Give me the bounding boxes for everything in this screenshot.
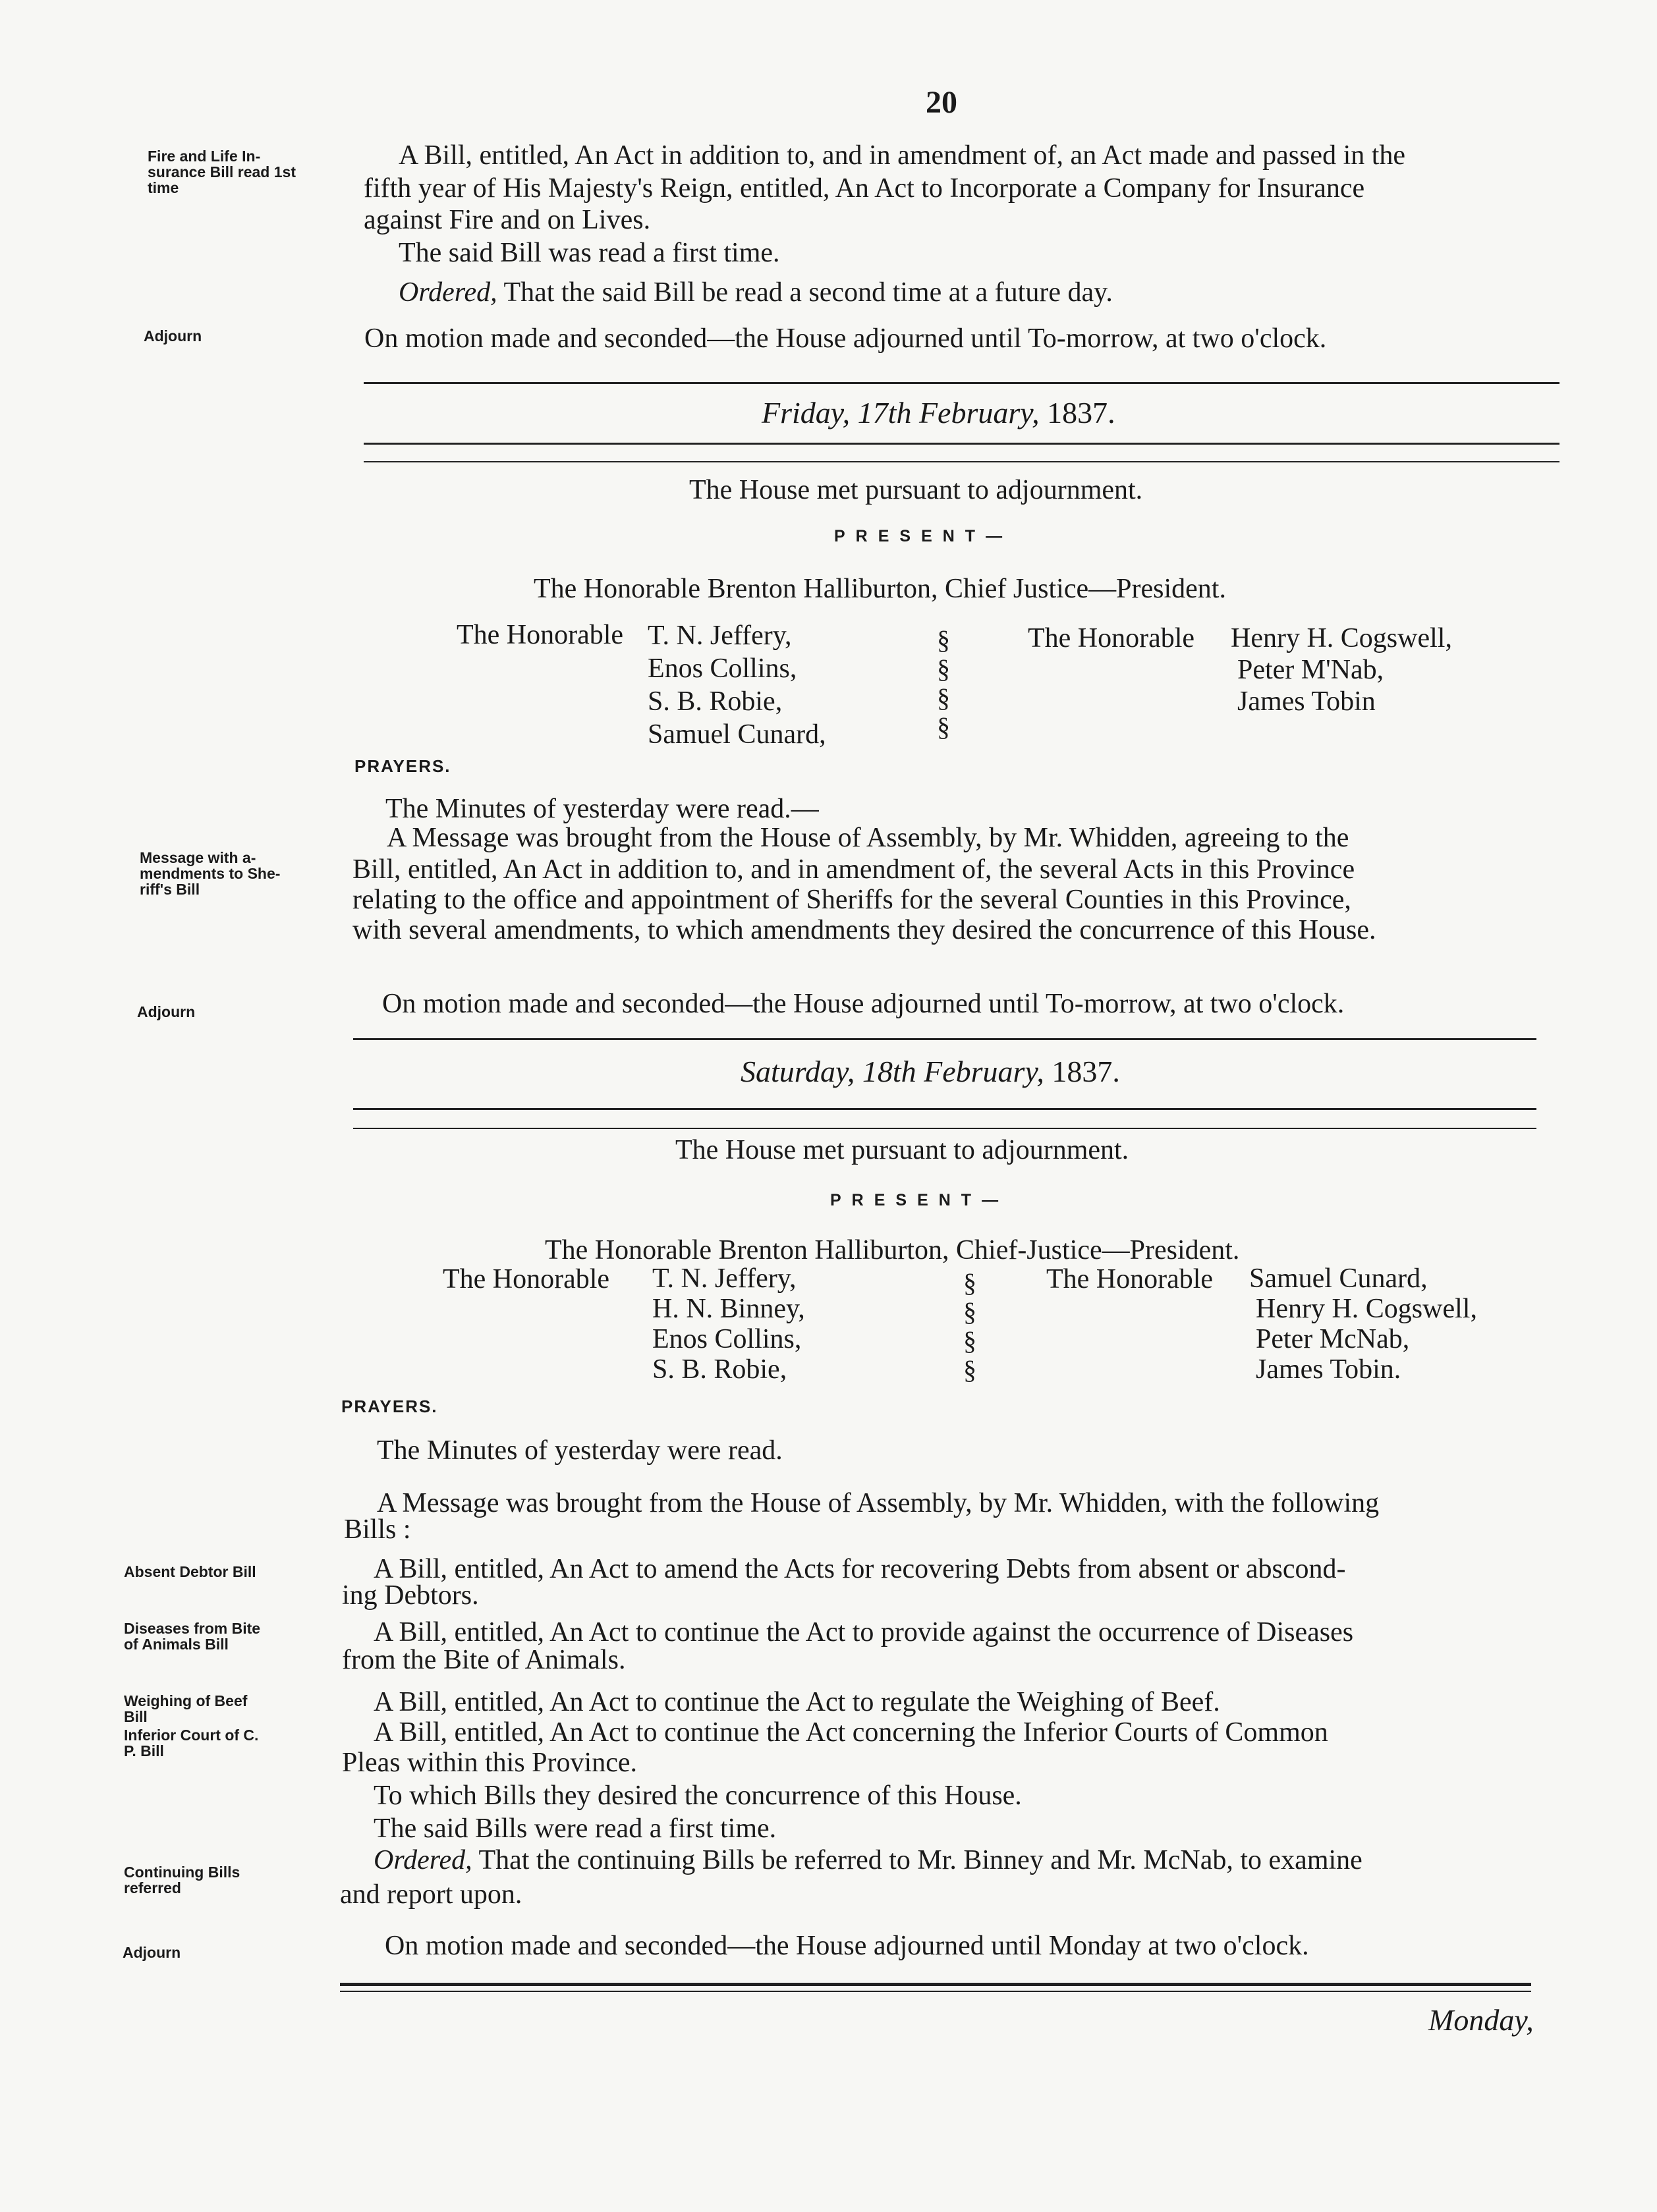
member-name: Henry H. Cogswell, (1256, 1294, 1477, 1324)
member-name: S. B. Robie, (648, 686, 783, 717)
sidenote-line: of Animals Bill (124, 1636, 229, 1653)
bills-read-first: The said Bills were read a first time. (374, 1813, 777, 1844)
fire-bill-line-2: fifth year of His Majesty's Reign, entitled, An Act to Incorporate a Company for Insurance (364, 173, 1365, 204)
friday-message-line-2: Bill, entitled, An Act in addition to, and in amendment of, the several Acts in this Province (352, 854, 1355, 885)
member-name: Samuel Cunard, (648, 719, 826, 750)
member-name: S. B. Robie, (652, 1354, 787, 1385)
sidenote-line: referred (124, 1879, 181, 1896)
sidenote-line: P. Bill (124, 1742, 164, 1759)
saturday-prayers: PRAYERS. (341, 1396, 438, 1416)
sidenote-continuing (124, 1864, 240, 1896)
sidenote-line: Weighing of Beef (124, 1692, 248, 1709)
bill-inferior-line-2: Pleas within this Province. (342, 1748, 637, 1778)
saturday-minutes: The Minutes of yesterday were read. (377, 1435, 783, 1466)
continuing-ordered-line-2: and report upon. (340, 1879, 522, 1910)
saturday-right-names (1249, 1263, 1477, 1385)
sidenote-fire-bill (148, 148, 296, 196)
friday-message-line-4: with several amendments, to which amendments they desired the concurrence of this House. (352, 915, 1376, 945)
friday-president: The Honorable Brenton Halliburton, Chief Justice—President. (534, 574, 1226, 604)
friday-date-heading (762, 395, 1115, 430)
member-name: Henry H. Cogswell, (1231, 623, 1452, 653)
member-name: Samuel Cunard, (1249, 1263, 1428, 1294)
fire-bill-ordered (399, 277, 1113, 308)
section-brace: § § § § (963, 1268, 976, 1385)
sidenote-diseases (124, 1620, 260, 1652)
sidenote-line: riff's Bill (140, 881, 200, 898)
friday-house-met: The House met pursuant to adjournment. (689, 475, 1143, 505)
saturday-present: PRESENT— (830, 1191, 1009, 1209)
section-brace: § § § § (937, 625, 950, 742)
sidenote-line: Continuing Bills (124, 1864, 240, 1881)
bill-absent-debtor-line-2: ing Debtors. (342, 1580, 479, 1611)
catchword: Monday, (1428, 2003, 1534, 2037)
bill-diseases-line-1: A Bill, entitled, An Act to continue the Act to provide against the occurrence of Diseases (374, 1617, 1354, 1647)
divider (340, 1991, 1531, 1992)
divider (364, 443, 1559, 445)
sidenote-line: mendments to She- (140, 865, 281, 882)
saturday-president: The Honorable Brenton Halliburton, Chief-Justice—President. (545, 1235, 1240, 1265)
date-mid: 18th February, (862, 1055, 1044, 1088)
sidenote-line: Message with a- (140, 849, 256, 866)
ordered-text: That the said Bill be read a second time at a future day. (503, 277, 1113, 308)
member-name: T. N. Jeffery, (652, 1263, 797, 1294)
member-name: H. N. Binney, (652, 1294, 805, 1324)
sidenote-line: Inferior Court of C. (124, 1727, 259, 1744)
divider (340, 1983, 1531, 1986)
fire-bill-line-3: against Fire and on Lives. (364, 205, 651, 235)
sidenote-line: time (148, 179, 179, 196)
saturday-message-line-1: A Message was brought from the House of Assembly, by Mr. Whidden, with the following (377, 1488, 1380, 1518)
sidenote-message-sheriff (140, 850, 280, 897)
adjourn-text-2: On motion made and seconded—the House adjourned until To-morrow, at two o'clock. (382, 989, 1345, 1019)
sidenote-line: surance Bill read 1st (148, 163, 296, 180)
sidenote-weighing (124, 1693, 247, 1725)
fire-bill-read-first: The said Bill was read a first time. (399, 238, 780, 268)
sidenote-adjourn-2: Adjourn (137, 1003, 196, 1020)
sidenote-line: Fire and Life In- (148, 148, 261, 165)
bill-weighing: A Bill, entitled, An Act to continue the Act to regulate the Weighing of Beef. (374, 1687, 1220, 1717)
ordered-label: Ordered, (399, 277, 497, 308)
date-mid: 17th February, (857, 396, 1040, 429)
continuing-ordered-line-1 (374, 1844, 1362, 1876)
concurrence: To which Bills they desired the concurrence of this House. (374, 1781, 1022, 1811)
friday-right-prefix: The Honorable (1028, 623, 1195, 653)
member-name: James Tobin. (1256, 1354, 1401, 1385)
date-day: Saturday, (741, 1055, 855, 1088)
saturday-house-met: The House met pursuant to adjournment. (675, 1135, 1129, 1165)
divider (364, 382, 1559, 384)
sidenote-adjourn-3: Adjourn (123, 1944, 181, 1961)
friday-minutes: The Minutes of yesterday were read.— (385, 794, 819, 824)
saturday-message-line-2: Bills : (344, 1514, 411, 1545)
friday-message-line-3: relating to the office and appointment of Sheriffs for the several Counties in this Province, (352, 885, 1351, 915)
friday-present: PRESENT— (834, 527, 1013, 545)
sidenote-line: Bill (124, 1708, 148, 1725)
sidenote-inferior (124, 1727, 258, 1759)
member-name: Enos Collins, (648, 653, 797, 684)
fire-bill-line-1: A Bill, entitled, An Act in addition to, and in amendment of, an Act made and passed in the (399, 140, 1406, 171)
divider (353, 1038, 1536, 1040)
saturday-date-heading (741, 1054, 1120, 1089)
member-name: T. N. Jeffery, (648, 621, 792, 651)
friday-left-names (648, 619, 826, 751)
page-number: 20 (926, 85, 957, 120)
friday-message-line-1: A Message was brought from the House of Assembly, by Mr. Whidden, agreeing to the (387, 823, 1349, 853)
divider (353, 1128, 1536, 1129)
adjourn-text-1: On motion made and seconded—the House adjourned until To-morrow, at two o'clock. (364, 323, 1327, 354)
adjourn-text-3: On motion made and seconded—the House adjourned until Monday at two o'clock. (385, 1931, 1309, 1961)
date-day: Friday, (762, 396, 851, 429)
bill-absent-debtor-line-1: A Bill, entitled, An Act to amend the Acts for recovering Debts from absent or abscond- (374, 1554, 1346, 1584)
sidenote-absent-debtor: Absent Debtor Bill (124, 1563, 256, 1580)
member-name: James Tobin (1237, 686, 1376, 717)
saturday-left-names (652, 1263, 805, 1385)
bill-inferior-line-1: A Bill, entitled, An Act to continue the Act concerning the Inferior Courts of Common (374, 1717, 1328, 1748)
date-year: 1837. (1052, 1055, 1120, 1088)
saturday-left-prefix: The Honorable (443, 1264, 610, 1294)
saturday-right-prefix: The Honorable (1046, 1264, 1214, 1294)
divider (364, 461, 1559, 462)
ordered-text: That the continuing Bills be referred to Mr. Binney and Mr. McNab, to examine (478, 1845, 1362, 1875)
divider (353, 1108, 1536, 1110)
sidenote-adjourn-1: Adjourn (144, 327, 202, 345)
bill-diseases-line-2: from the Bite of Animals. (342, 1645, 626, 1675)
member-name: Peter McNab, (1256, 1324, 1410, 1354)
sidenote-line: Diseases from Bite (124, 1620, 261, 1637)
member-name: Peter M'Nab, (1237, 655, 1384, 685)
friday-left-prefix: The Honorable (457, 620, 624, 650)
friday-right-names (1231, 622, 1452, 717)
ordered-label: Ordered, (374, 1845, 472, 1875)
friday-prayers: PRAYERS. (354, 756, 451, 776)
member-name: Enos Collins, (652, 1324, 802, 1354)
date-year: 1837. (1047, 396, 1115, 429)
